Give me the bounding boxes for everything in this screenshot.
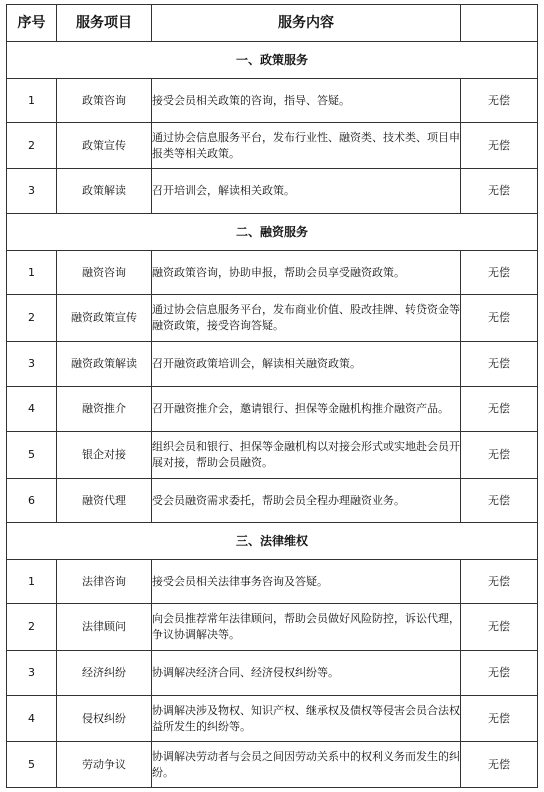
section-title: 三、法律维权	[7, 523, 538, 560]
table-row	[7, 651, 538, 696]
table-row	[7, 432, 538, 479]
header-no: 序号	[7, 5, 57, 42]
section-title: 二、融资服务	[7, 214, 538, 251]
row-item: 融资咨询	[57, 251, 152, 295]
row-no: 3	[7, 342, 57, 387]
table-row	[7, 342, 538, 387]
row-item: 政策咨询	[57, 79, 152, 123]
row-item: 法律顾问	[57, 604, 152, 651]
row-no: 3	[7, 651, 57, 696]
row-content: 融资政策咨询，协助申报，帮助会员享受融资政策。	[152, 251, 461, 295]
table-row	[7, 742, 538, 788]
row-no: 2	[7, 295, 57, 342]
table-row	[7, 604, 538, 651]
row-content: 协调解决涉及物权、知识产权、继承权及债权等侵害会员合法权益所发生的纠纷等。	[152, 696, 461, 742]
row-content: 组织会员和银行、担保等金融机构以对接会形式或实地赴会员开展对接，帮助会员融资。	[152, 432, 461, 479]
row-no: 5	[7, 742, 57, 788]
row-content: 接受会员相关政策的咨询，指导、答疑。	[152, 79, 461, 123]
section-row-policy	[7, 42, 538, 79]
row-content: 召开融资推介会，邀请银行、担保等金融机构推介融资产品。	[152, 387, 461, 432]
table-row	[7, 479, 538, 523]
row-content: 协调解决劳动者与会员之间因劳动关系中的权利义务而发生的纠纷。	[152, 742, 461, 788]
header-row	[7, 5, 538, 42]
row-item: 侵权纠纷	[57, 696, 152, 742]
row-fee: 无偿	[461, 479, 538, 523]
row-fee: 无偿	[461, 123, 538, 169]
row-content: 受会员融资需求委托，帮助会员全程办理融资业务。	[152, 479, 461, 523]
row-item: 政策宣传	[57, 123, 152, 169]
row-item: 融资政策宣传	[57, 295, 152, 342]
row-content: 向会员推荐常年法律顾问，帮助会员做好风险防控，诉讼代理，争议协调解决等。	[152, 604, 461, 651]
header-item: 服务项目	[57, 5, 152, 42]
row-fee: 无偿	[461, 432, 538, 479]
section-row-legal	[7, 523, 538, 560]
row-item: 融资代理	[57, 479, 152, 523]
row-no: 1	[7, 560, 57, 604]
row-fee: 无偿	[461, 742, 538, 788]
row-item: 政策解读	[57, 169, 152, 214]
row-no: 2	[7, 604, 57, 651]
row-no: 4	[7, 387, 57, 432]
row-fee: 无偿	[461, 604, 538, 651]
row-fee: 无偿	[461, 696, 538, 742]
row-content: 接受会员相关法律事务咨询及答疑。	[152, 560, 461, 604]
row-fee: 无偿	[461, 169, 538, 214]
table-row	[7, 79, 538, 123]
row-item: 融资推介	[57, 387, 152, 432]
row-no: 6	[7, 479, 57, 523]
row-fee: 无偿	[461, 560, 538, 604]
table-row	[7, 169, 538, 214]
header-content: 服务内容	[152, 5, 461, 42]
row-content: 召开培训会，解读相关政策。	[152, 169, 461, 214]
table-row	[7, 251, 538, 295]
row-no: 2	[7, 123, 57, 169]
row-fee: 无偿	[461, 295, 538, 342]
row-item: 法律咨询	[57, 560, 152, 604]
row-fee: 无偿	[461, 651, 538, 696]
row-fee: 无偿	[461, 342, 538, 387]
row-item: 融资政策解读	[57, 342, 152, 387]
row-content: 通过协会信息服务平台，发布商业价值、股改挂牌、转贷资金等融资政策，接受咨询答疑。	[152, 295, 461, 342]
row-content: 通过协会信息服务平台，发布行业性、融资类、技术类、项目申报类等相关政策。	[152, 123, 461, 169]
section-row-financing	[7, 214, 538, 251]
row-fee: 无偿	[461, 387, 538, 432]
table-row	[7, 123, 538, 169]
row-content: 召开融资政策培训会，解读相关融资政策。	[152, 342, 461, 387]
row-fee: 无偿	[461, 79, 538, 123]
row-item: 劳动争议	[57, 742, 152, 788]
row-content: 协调解决经济合同、经济侵权纠纷等。	[152, 651, 461, 696]
row-no: 1	[7, 79, 57, 123]
row-no: 5	[7, 432, 57, 479]
row-item: 银企对接	[57, 432, 152, 479]
row-item: 经济纠纷	[57, 651, 152, 696]
section-title: 一、政策服务	[7, 42, 538, 79]
row-no: 3	[7, 169, 57, 214]
table-row	[7, 560, 538, 604]
table-row	[7, 295, 538, 342]
row-no: 1	[7, 251, 57, 295]
header-fee	[461, 5, 538, 42]
row-no: 4	[7, 696, 57, 742]
table-row	[7, 387, 538, 432]
row-fee: 无偿	[461, 251, 538, 295]
services-table	[6, 4, 538, 788]
table-row	[7, 696, 538, 742]
